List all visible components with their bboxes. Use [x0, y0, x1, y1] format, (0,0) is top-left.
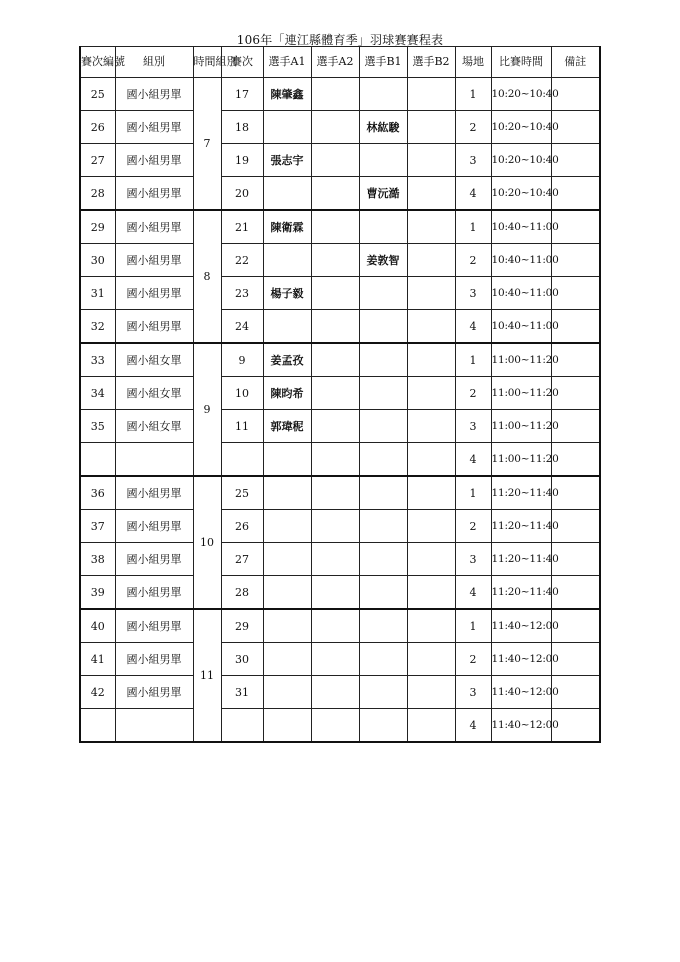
- player-b2-cell: [407, 210, 455, 244]
- table-row: [80, 78, 600, 111]
- match-cell: 17: [221, 78, 263, 111]
- player-b1-cell: [359, 410, 407, 443]
- header-match-time: 比賽時間: [491, 47, 551, 78]
- player-b2-cell: [407, 377, 455, 410]
- court-cell: 4: [455, 443, 491, 477]
- match-no-cell: [80, 443, 115, 477]
- match-time-cell: 10:20~10:40: [491, 78, 551, 111]
- player-a1-cell: 陳昀希: [263, 377, 311, 410]
- match-cell: 28: [221, 576, 263, 610]
- court-cell: 4: [455, 177, 491, 211]
- group-cell: 國小組女單: [115, 410, 193, 443]
- player-a2-cell: [311, 443, 359, 477]
- header-time-group: 時間組別: [193, 47, 221, 78]
- match-time-cell: 10:20~10:40: [491, 177, 551, 211]
- player-b2-cell: [407, 410, 455, 443]
- table-row: [80, 410, 600, 443]
- court-cell: 4: [455, 310, 491, 344]
- match-time-cell: 10:20~10:40: [491, 144, 551, 177]
- player-b1-cell: [359, 377, 407, 410]
- player-b2-cell: [407, 609, 455, 643]
- court-cell: 4: [455, 576, 491, 610]
- table-row: [80, 476, 600, 510]
- match-no-cell: 41: [80, 643, 115, 676]
- match-cell: 31: [221, 676, 263, 709]
- player-b1-cell: 姜敦智: [359, 244, 407, 277]
- player-a1-cell: [263, 310, 311, 344]
- player-a1-cell: [263, 609, 311, 643]
- player-a2-cell: [311, 277, 359, 310]
- court-cell: 3: [455, 277, 491, 310]
- player-b1-cell: [359, 510, 407, 543]
- player-a2-cell: [311, 78, 359, 111]
- court-cell: 2: [455, 377, 491, 410]
- player-a1-cell: [263, 476, 311, 510]
- match-cell: 30: [221, 643, 263, 676]
- table-row: [80, 676, 600, 709]
- group-cell: 國小組女單: [115, 343, 193, 377]
- group-cell: 國小組男單: [115, 609, 193, 643]
- player-a2-cell: [311, 310, 359, 344]
- match-cell: 9: [221, 343, 263, 377]
- player-a2-cell: [311, 643, 359, 676]
- match-time-cell: 11:40~12:00: [491, 609, 551, 643]
- match-no-cell: 38: [80, 543, 115, 576]
- player-a1-cell: [263, 111, 311, 144]
- match-no-cell: 39: [80, 576, 115, 610]
- court-cell: 2: [455, 244, 491, 277]
- match-time-cell: 11:20~11:40: [491, 476, 551, 510]
- player-b2-cell: [407, 443, 455, 477]
- match-no-cell: 26: [80, 111, 115, 144]
- player-a2-cell: [311, 210, 359, 244]
- player-a2-cell: [311, 111, 359, 144]
- player-a2-cell: [311, 476, 359, 510]
- match-time-cell: 11:20~11:40: [491, 510, 551, 543]
- table-row: [80, 244, 600, 277]
- group-cell: 國小組男單: [115, 576, 193, 610]
- group-cell: 國小組男單: [115, 277, 193, 310]
- court-cell: 2: [455, 510, 491, 543]
- player-a2-cell: [311, 343, 359, 377]
- match-no-cell: 40: [80, 609, 115, 643]
- court-cell: 1: [455, 210, 491, 244]
- match-cell: 23: [221, 277, 263, 310]
- player-b1-cell: 林紘駿: [359, 111, 407, 144]
- match-no-cell: 27: [80, 144, 115, 177]
- match-time-cell: 11:20~11:40: [491, 576, 551, 610]
- court-cell: 4: [455, 709, 491, 743]
- player-a1-cell: 楊子毅: [263, 277, 311, 310]
- player-b2-cell: [407, 78, 455, 111]
- header-group: 組別: [115, 47, 193, 78]
- match-no-cell: 31: [80, 277, 115, 310]
- match-time-cell: 10:40~11:00: [491, 277, 551, 310]
- player-b1-cell: [359, 709, 407, 743]
- table-row: [80, 343, 600, 377]
- header-player-b2: 選手B2: [407, 47, 455, 78]
- header-row: [80, 47, 600, 78]
- player-a2-cell: [311, 543, 359, 576]
- match-time-cell: 11:40~12:00: [491, 676, 551, 709]
- group-cell: 國小組男單: [115, 476, 193, 510]
- player-b2-cell: [407, 310, 455, 344]
- match-cell: 11: [221, 410, 263, 443]
- player-a2-cell: [311, 177, 359, 211]
- match-time-cell: 10:20~10:40: [491, 111, 551, 144]
- group-cell: 國小組男單: [115, 643, 193, 676]
- player-b2-cell: [407, 277, 455, 310]
- match-no-cell: 37: [80, 510, 115, 543]
- table-row: [80, 576, 600, 610]
- table-row: [80, 709, 600, 743]
- match-no-cell: [80, 709, 115, 743]
- court-cell: 1: [455, 476, 491, 510]
- player-b1-cell: [359, 343, 407, 377]
- player-a2-cell: [311, 676, 359, 709]
- schedule-table: [79, 46, 601, 743]
- player-b2-cell: [407, 111, 455, 144]
- match-cell: [221, 709, 263, 743]
- group-cell: 國小組男單: [115, 676, 193, 709]
- page-title: 106年「連江縣體育季」羽球賽賽程表: [236, 33, 444, 47]
- player-b1-cell: 曹沅澔: [359, 177, 407, 211]
- court-cell: 1: [455, 343, 491, 377]
- player-b2-cell: [407, 676, 455, 709]
- court-cell: 3: [455, 410, 491, 443]
- player-b1-cell: [359, 643, 407, 676]
- match-no-cell: 32: [80, 310, 115, 344]
- player-b1-cell: [359, 78, 407, 111]
- player-a1-cell: [263, 443, 311, 477]
- player-b1-cell: [359, 443, 407, 477]
- table-row: [80, 543, 600, 576]
- group-cell: [115, 443, 193, 477]
- header-match-no: 賽次編號: [80, 47, 115, 78]
- group-cell: 國小組男單: [115, 78, 193, 111]
- group-cell: 國小組男單: [115, 543, 193, 576]
- match-cell: 25: [221, 476, 263, 510]
- match-time-cell: 10:40~11:00: [491, 210, 551, 244]
- match-time-cell: 11:40~12:00: [491, 709, 551, 743]
- player-a2-cell: [311, 244, 359, 277]
- header-match: 賽次: [221, 47, 263, 78]
- match-no-cell: 30: [80, 244, 115, 277]
- header-court: 場地: [455, 47, 491, 78]
- court-cell: 3: [455, 144, 491, 177]
- player-a1-cell: [263, 543, 311, 576]
- group-cell: 國小組男單: [115, 177, 193, 211]
- time-group-cell: 10: [193, 476, 221, 609]
- player-b2-cell: [407, 543, 455, 576]
- group-cell: 國小組男單: [115, 244, 193, 277]
- match-time-cell: 11:40~12:00: [491, 643, 551, 676]
- court-cell: 2: [455, 643, 491, 676]
- player-b2-cell: [407, 576, 455, 610]
- player-a1-cell: [263, 709, 311, 743]
- player-b1-cell: [359, 277, 407, 310]
- player-a1-cell: [263, 177, 311, 211]
- court-cell: 3: [455, 676, 491, 709]
- court-cell: 1: [455, 609, 491, 643]
- match-no-cell: 36: [80, 476, 115, 510]
- player-b2-cell: [407, 476, 455, 510]
- player-b1-cell: [359, 609, 407, 643]
- time-group-cell: 9: [193, 343, 221, 476]
- match-time-cell: 10:40~11:00: [491, 244, 551, 277]
- player-b1-cell: [359, 476, 407, 510]
- table-row: [80, 609, 600, 643]
- schedule-body: [80, 78, 600, 743]
- group-cell: [115, 709, 193, 743]
- group-cell: 國小組女單: [115, 377, 193, 410]
- player-a1-cell: [263, 244, 311, 277]
- match-no-cell: 42: [80, 676, 115, 709]
- player-a1-cell: 姜孟孜: [263, 343, 311, 377]
- player-a1-cell: [263, 576, 311, 610]
- player-a2-cell: [311, 576, 359, 610]
- player-b1-cell: [359, 310, 407, 344]
- match-cell: 21: [221, 210, 263, 244]
- match-time-cell: 11:00~11:20: [491, 377, 551, 410]
- table-row: [80, 177, 600, 211]
- match-time-cell: 11:00~11:20: [491, 343, 551, 377]
- player-b2-cell: [407, 177, 455, 211]
- header-player-b1: 選手B1: [359, 47, 407, 78]
- match-time-cell: 11:00~11:20: [491, 410, 551, 443]
- table-row: [80, 443, 600, 477]
- table-row: [80, 210, 600, 244]
- header-player-a2: 選手A2: [311, 47, 359, 78]
- match-cell: [221, 443, 263, 477]
- match-cell: 19: [221, 144, 263, 177]
- time-group-cell: 7: [193, 78, 221, 211]
- header-player-a1: 選手A1: [263, 47, 311, 78]
- table-row: [80, 277, 600, 310]
- player-b1-cell: [359, 210, 407, 244]
- player-a1-cell: 陳肇鑫: [263, 78, 311, 111]
- player-b2-cell: [407, 343, 455, 377]
- table-row: [80, 310, 600, 344]
- table-row: [80, 377, 600, 410]
- court-cell: 2: [455, 111, 491, 144]
- player-a1-cell: [263, 510, 311, 543]
- match-no-cell: 25: [80, 78, 115, 111]
- match-cell: 27: [221, 543, 263, 576]
- match-cell: 24: [221, 310, 263, 344]
- player-b1-cell: [359, 676, 407, 709]
- match-cell: 18: [221, 111, 263, 144]
- table-row: [80, 144, 600, 177]
- group-cell: 國小組男單: [115, 310, 193, 344]
- player-b2-cell: [407, 709, 455, 743]
- player-a1-cell: 郭瑋秜: [263, 410, 311, 443]
- table-row: [80, 510, 600, 543]
- court-cell: 1: [455, 78, 491, 111]
- player-a1-cell: [263, 676, 311, 709]
- player-a1-cell: 陳衛霖: [263, 210, 311, 244]
- player-b2-cell: [407, 510, 455, 543]
- player-a1-cell: [263, 643, 311, 676]
- match-no-cell: 29: [80, 210, 115, 244]
- group-cell: 國小組男單: [115, 210, 193, 244]
- match-time-cell: 10:40~11:00: [491, 310, 551, 344]
- player-a2-cell: [311, 144, 359, 177]
- time-group-cell: 11: [193, 609, 221, 742]
- match-time-cell: 11:20~11:40: [491, 543, 551, 576]
- match-no-cell: 28: [80, 177, 115, 211]
- player-b1-cell: [359, 543, 407, 576]
- table-row: [80, 111, 600, 144]
- table-row: [80, 643, 600, 676]
- group-cell: 國小組男單: [115, 510, 193, 543]
- group-cell: 國小組男單: [115, 144, 193, 177]
- player-b1-cell: [359, 576, 407, 610]
- player-b2-cell: [407, 643, 455, 676]
- player-b1-cell: [359, 144, 407, 177]
- time-group-cell: 8: [193, 210, 221, 343]
- match-cell: 29: [221, 609, 263, 643]
- match-cell: 22: [221, 244, 263, 277]
- player-a2-cell: [311, 377, 359, 410]
- match-no-cell: 34: [80, 377, 115, 410]
- player-a2-cell: [311, 510, 359, 543]
- header-note: 備註: [551, 47, 600, 78]
- match-cell: 10: [221, 377, 263, 410]
- group-cell: 國小組男單: [115, 111, 193, 144]
- player-a2-cell: [311, 709, 359, 743]
- player-a1-cell: 張志宇: [263, 144, 311, 177]
- match-cell: 26: [221, 510, 263, 543]
- player-b2-cell: [407, 244, 455, 277]
- player-a2-cell: [311, 410, 359, 443]
- match-cell: 20: [221, 177, 263, 211]
- match-no-cell: 35: [80, 410, 115, 443]
- match-no-cell: 33: [80, 343, 115, 377]
- player-b2-cell: [407, 144, 455, 177]
- player-a2-cell: [311, 609, 359, 643]
- match-time-cell: 11:00~11:20: [491, 443, 551, 477]
- court-cell: 3: [455, 543, 491, 576]
